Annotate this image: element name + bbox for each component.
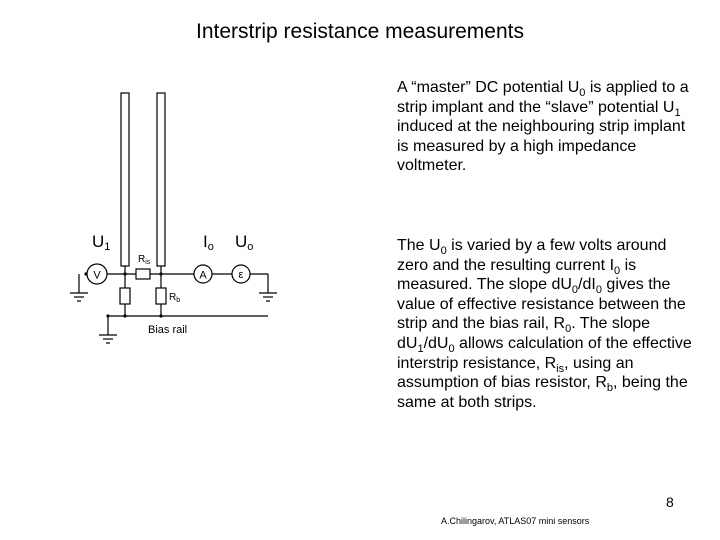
subscript: 0: [571, 284, 579, 297]
text-run: /dU: [423, 334, 449, 352]
text-run: , being the same at both strips.: [397, 374, 688, 411]
strip-right: [157, 93, 165, 266]
subscript: 0: [440, 245, 447, 258]
text-run: /dI: [578, 276, 596, 294]
text-run: is varied by a few volts around zero and the resulting current I: [397, 237, 667, 274]
text-run: , using an assumption of bias resistor, R: [397, 354, 634, 392]
text-run: The U: [397, 237, 441, 254]
subscript: b: [606, 382, 613, 395]
voltmeter-label: V: [93, 269, 101, 282]
ground-symbol: [99, 335, 117, 343]
subscript: 0: [614, 264, 621, 277]
rb-resistor-left: [120, 288, 130, 304]
description-paragraph-2: [397, 236, 697, 412]
description-paragraph-1: [397, 78, 697, 176]
page-number: 8: [666, 494, 674, 510]
text-run: gives the value of effective resistance between the strip and the bias rail, R: [397, 276, 686, 333]
slide-title: Interstrip resistance measurements: [196, 20, 524, 43]
text-run: A “master” DC potential U: [397, 79, 580, 96]
subscript: 0: [565, 323, 572, 336]
subscript: 1: [417, 343, 424, 356]
label-ris: $R_{is}$: [138, 254, 151, 266]
rb-resistor-right: [156, 288, 166, 304]
label-u1: U1: [92, 232, 111, 253]
voltage-source-label: ε: [238, 269, 244, 281]
label-rb: $R_b$: [169, 292, 181, 304]
subscript: is: [556, 362, 565, 375]
ris-resistor: [136, 269, 150, 279]
strip-left: [121, 93, 129, 266]
text-run: induced at the neighbouring strip implant is measured by a high impedance voltmeter.: [397, 118, 686, 175]
strip-implants: [121, 93, 165, 266]
text-run: . The slope dU: [397, 315, 651, 352]
label-i0: Io: [203, 232, 214, 253]
ground-symbol: [70, 293, 88, 301]
label-bias-rail: Bias rail: [148, 324, 188, 336]
text-run: is measured. The slope dU: [397, 256, 637, 294]
ammeter-label: A: [199, 269, 207, 282]
ground-symbol: [259, 293, 277, 301]
subscript: 0: [579, 87, 586, 100]
footer-credit: A.Chilingarov, ATLAS07 mini sensors: [441, 516, 590, 526]
subscript: 1: [674, 106, 681, 119]
subscript: 0: [595, 284, 602, 297]
text-run: allows calculation of the effective interstrip resistance, R: [397, 334, 692, 372]
label-u0: Uo: [235, 232, 254, 253]
subscript: 0: [448, 343, 455, 356]
text-run: is applied to a strip implant and the “slave” potential U: [397, 79, 689, 116]
